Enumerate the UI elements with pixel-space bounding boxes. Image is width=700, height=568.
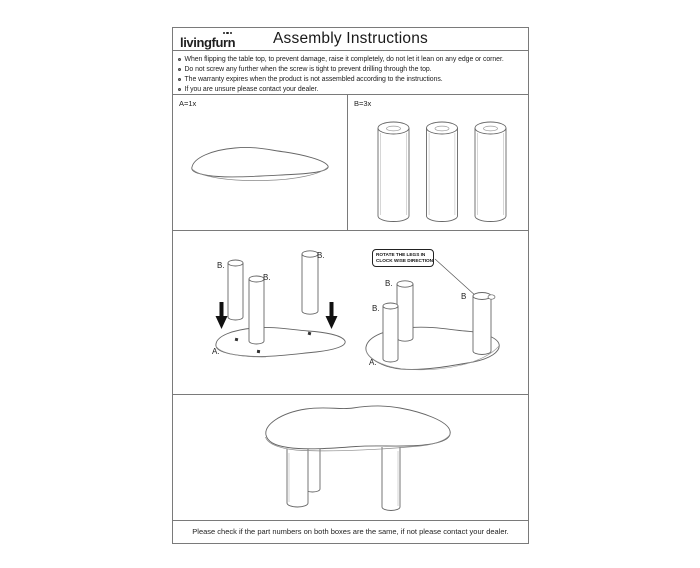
table-top-outline xyxy=(266,406,450,449)
parts-row xyxy=(172,94,529,231)
note-text: The warranty expires when the product is not assembled according to the instructions. xyxy=(184,76,443,83)
bullet-icon xyxy=(178,88,181,91)
part-b-label: B=3x xyxy=(354,99,372,108)
leg-label: B. xyxy=(385,279,393,288)
note-text: Do not screw any further when the screw is tight to prevent drilling through the top. xyxy=(184,66,432,73)
leg-label: B. xyxy=(217,261,225,270)
callout-leader-line xyxy=(435,259,477,297)
header-row xyxy=(172,27,529,51)
legs-rotation-drawing xyxy=(361,249,506,377)
note-item xyxy=(178,85,523,95)
assembly-instruction-sheet xyxy=(172,27,529,544)
top-label: A. xyxy=(212,347,220,356)
part-a-panel xyxy=(173,95,348,230)
bullet-icon xyxy=(178,58,181,61)
rotate-legs-callout xyxy=(372,249,434,267)
leg-cylinder xyxy=(427,122,458,222)
part-b-panel xyxy=(348,95,528,230)
leg-cylinder xyxy=(383,303,398,362)
leg-cylinder xyxy=(382,447,400,511)
bullet-icon xyxy=(178,68,181,71)
table-top-drawing xyxy=(185,137,337,189)
leg-label: B xyxy=(461,292,467,301)
note-item xyxy=(178,65,523,75)
note-item xyxy=(178,75,523,85)
footer-note xyxy=(172,520,529,544)
leg-cylinder xyxy=(302,251,318,314)
screw-hole xyxy=(257,350,260,353)
note-item xyxy=(178,55,523,65)
leg-cylinder xyxy=(397,281,413,341)
assembly-step-panel xyxy=(172,230,529,395)
logo-text: livingfurn xyxy=(180,35,236,50)
leg-label: B. xyxy=(317,251,325,260)
assembled-table-panel xyxy=(172,394,529,521)
leg-cylinder xyxy=(287,449,308,507)
leg-cylinder xyxy=(378,122,409,222)
leg-cylinder xyxy=(249,276,264,344)
leg-cylinder xyxy=(475,122,506,222)
note-text: If you are unsure please contact your dealer. xyxy=(184,86,319,93)
page-title: Assembly Instructions xyxy=(273,30,428,47)
bullet-icon xyxy=(178,78,181,81)
table-top-outline xyxy=(192,147,328,176)
down-arrow-icon xyxy=(326,302,338,329)
legs-drawing xyxy=(378,119,506,226)
screw-hole xyxy=(235,338,239,342)
footer-text: Please check if the part numbers on both boxes are the same, if not please contact your dealer. xyxy=(192,527,509,536)
top-label: A. xyxy=(369,358,377,367)
callout-line: CLOCK WISE DIRECTION xyxy=(376,258,434,264)
assembled-table-drawing xyxy=(258,403,464,515)
note-text: When flipping the table top, to prevent damage, raise it completely, do not let it lean on any edge or corner. xyxy=(184,56,504,63)
notes-section xyxy=(172,50,529,95)
part-a-label: A=1x xyxy=(179,99,197,108)
leg-label: B. xyxy=(263,273,271,282)
leg-label: B. xyxy=(372,304,380,313)
leg-cylinder xyxy=(228,260,243,320)
down-arrow-icon xyxy=(216,302,228,329)
leg-top-hole xyxy=(488,295,495,299)
table-top-outline xyxy=(216,327,345,356)
callout-line: ROTATE THE LEGS IN xyxy=(376,252,426,257)
